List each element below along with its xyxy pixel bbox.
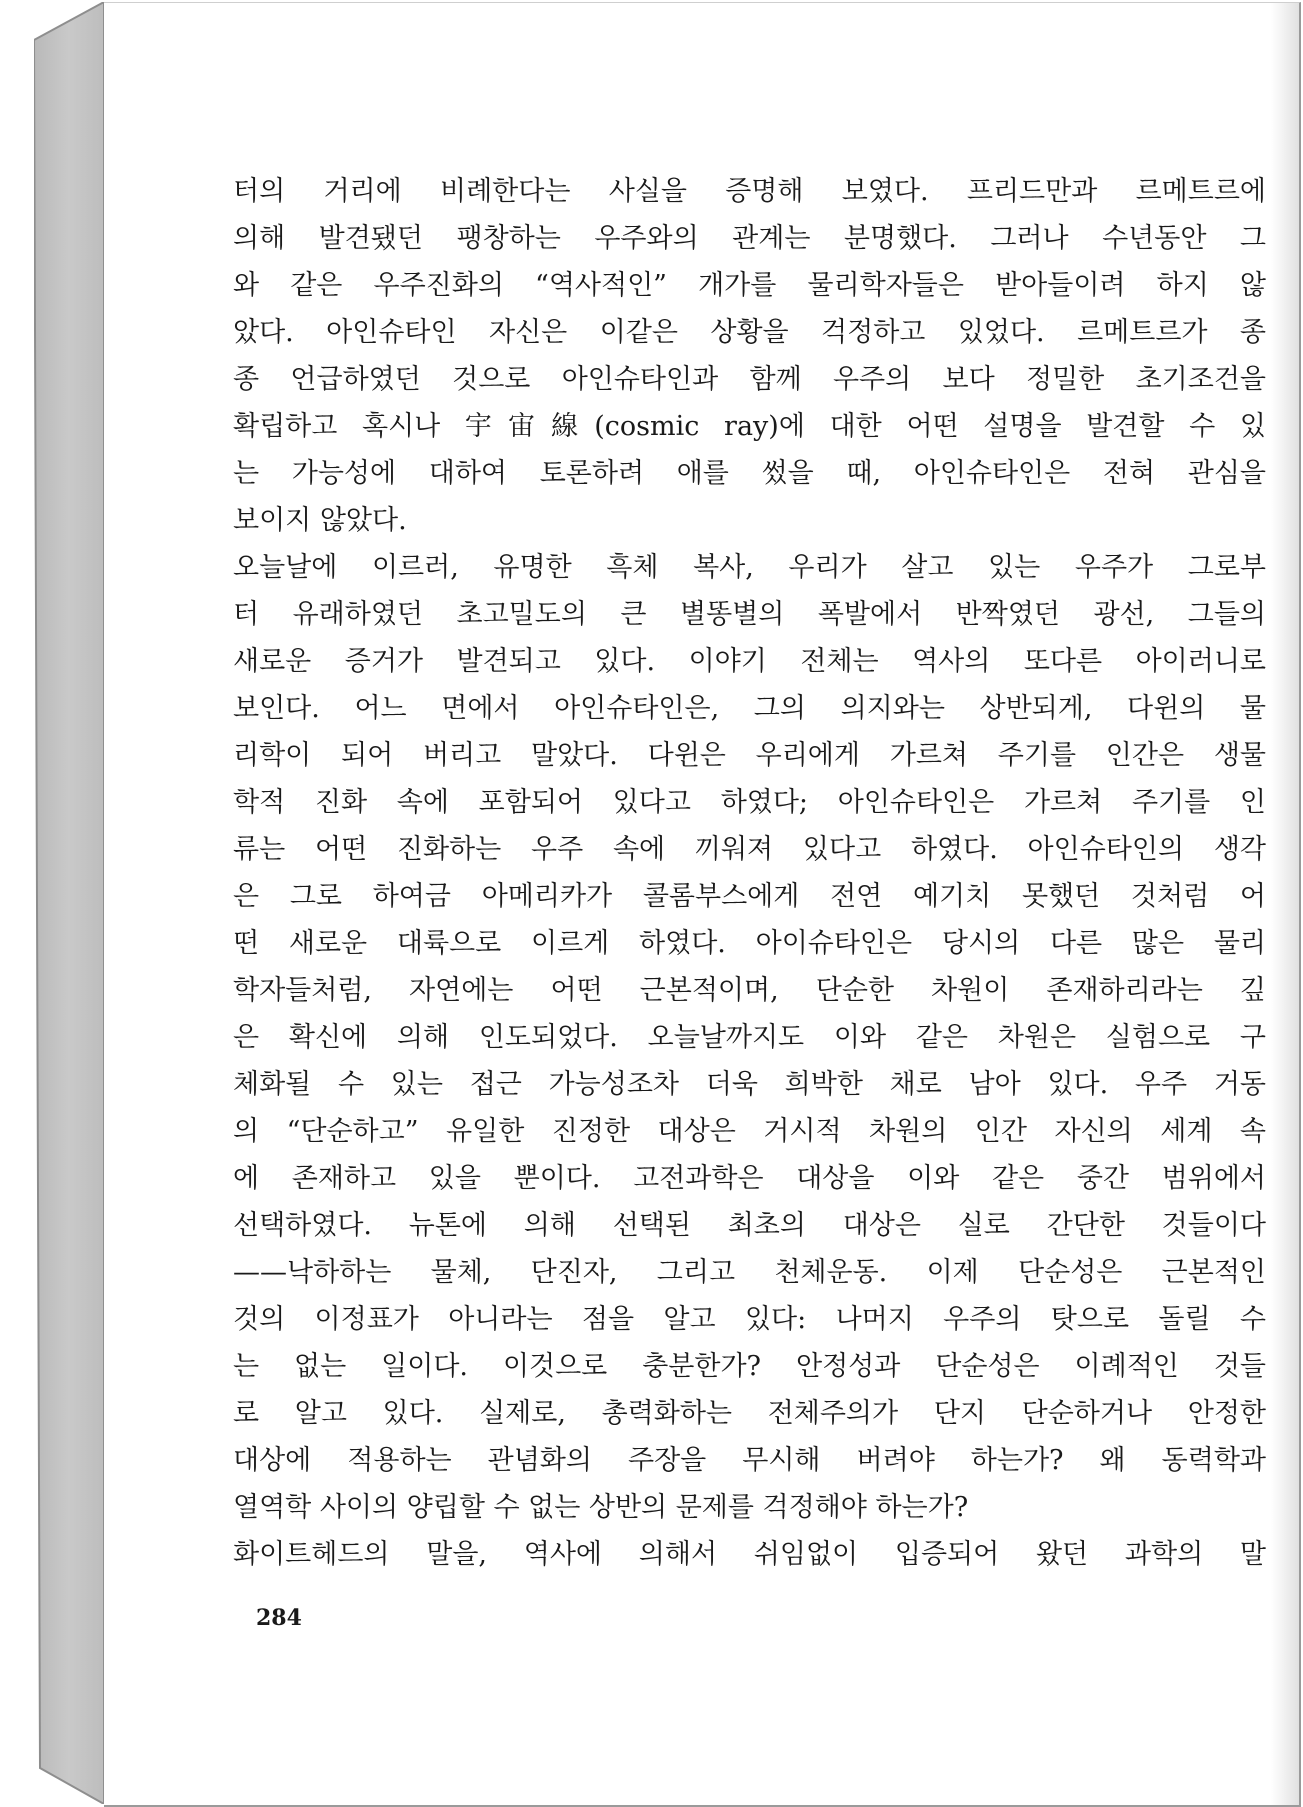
book-spine xyxy=(34,2,104,1804)
text-line: 대상에 적용하는 관념화의 주장을 무시해 버려야 하는가? 왜 동력학과 xyxy=(233,1445,1266,1476)
text-line: 보이지 않았다. xyxy=(233,505,407,536)
text-line: 은 확신에 의해 인도되었다. 오늘날까지도 이와 같은 차원은 실험으로 구 xyxy=(233,1022,1266,1053)
text-line: 종 언급하였던 것으로 아인슈타인과 함께 우주의 보다 정밀한 초기조건을 xyxy=(233,364,1266,395)
page-number: 284 xyxy=(256,1605,302,1631)
text-line: 새로운 증거가 발견되고 있다. 이야기 전체는 역사의 또다른 아이러니로 xyxy=(233,646,1266,677)
text-line: 오늘날에 이르러, 유명한 흑체 복사, 우리가 살고 있는 우주가 그로부 xyxy=(233,552,1266,583)
text-line: 는 가능성에 대하여 토론하려 애를 썼을 때, 아인슈타인은 전혀 관심을 xyxy=(233,458,1266,489)
text-line: 리학이 되어 버리고 말았다. 다윈은 우리에게 가르쳐 주기를 인간은 생물 xyxy=(233,740,1266,771)
text-line: 의해 발견됐던 팽창하는 우주와의 관계는 분명했다. 그러나 수년동안 그 xyxy=(233,223,1266,254)
text-line: 선택하였다. 뉴톤에 의해 선택된 최초의 대상은 실로 간단한 것들이다 xyxy=(233,1210,1266,1241)
text-line: 학자들처럼, 자연에는 어떤 근본적이며, 단순한 차원이 존재하리라는 깊 xyxy=(233,975,1266,1006)
text-line: 터의 거리에 비례한다는 사실을 증명해 보였다. 프리드만과 르메트르에 xyxy=(233,176,1266,207)
text-line: 화이트헤드의 말을, 역사에 의해서 쉬임없이 입증되어 왔던 과학의 말 xyxy=(233,1539,1266,1570)
text-line: 은 그로 하여금 아메리카가 콜롬부스에게 전연 예기치 못했던 것처럼 어 xyxy=(233,881,1266,912)
page-edge-shadow xyxy=(1271,3,1299,1805)
text-line: ——낙하하는 물체, 단진자, 그리고 천체운동. 이제 단순성은 근본적인 xyxy=(233,1257,1266,1288)
text-line: 것의 이정표가 아니라는 점을 알고 있다: 나머지 우주의 탓으로 돌릴 수 xyxy=(233,1304,1266,1335)
text-line: 체화될 수 있는 접근 가능성조차 더욱 희박한 채로 남아 있다. 우주 거동 xyxy=(233,1069,1266,1100)
text-line: 에 존재하고 있을 뿐이다. 고전과학은 대상을 이와 같은 중간 범위에서 xyxy=(233,1163,1266,1194)
book-page xyxy=(104,2,1301,1807)
text-line: 확립하고 혹시나 宇宙線(cosmic ray)에 대한 어떤 설명을 발견할 수 있 xyxy=(233,411,1266,442)
body-text xyxy=(233,168,1266,1578)
text-line: 았다. 아인슈타인 자신은 이같은 상황을 걱정하고 있었다. 르메트르가 종 xyxy=(233,317,1266,348)
text-line: 의 “단순하고” 유일한 진정한 대상은 거시적 차원의 인간 자신의 세계 속 xyxy=(233,1116,1266,1147)
text-line: 로 알고 있다. 실제로, 총력화하는 전체주의가 단지 단순하거나 안정한 xyxy=(233,1398,1266,1429)
text-line: 떤 새로운 대륙으로 이르게 하였다. 아이슈타인은 당시의 다른 많은 물리 xyxy=(233,928,1266,959)
text-line: 열역학 사이의 양립할 수 없는 상반의 문제를 걱정해야 하는가? xyxy=(233,1492,969,1523)
text-line: 와 같은 우주진화의 “역사적인” 개가를 물리학자들은 받아들이려 하지 않 xyxy=(233,270,1266,301)
text-line: 류는 어떤 진화하는 우주 속에 끼워져 있다고 하였다. 아인슈타인의 생각 xyxy=(233,834,1266,865)
text-line: 학적 진화 속에 포함되어 있다고 하였다; 아인슈타인은 가르쳐 주기를 인 xyxy=(233,787,1266,818)
text-line: 보인다. 어느 면에서 아인슈타인은, 그의 의지와는 상반되게, 다윈의 물 xyxy=(233,693,1266,724)
text-line: 는 없는 일이다. 이것으로 충분한가? 안정성과 단순성은 이례적인 것들 xyxy=(233,1351,1266,1382)
text-line: 터 유래하였던 초고밀도의 큰 별똥별의 폭발에서 반짝였던 광선, 그들의 xyxy=(233,599,1266,630)
